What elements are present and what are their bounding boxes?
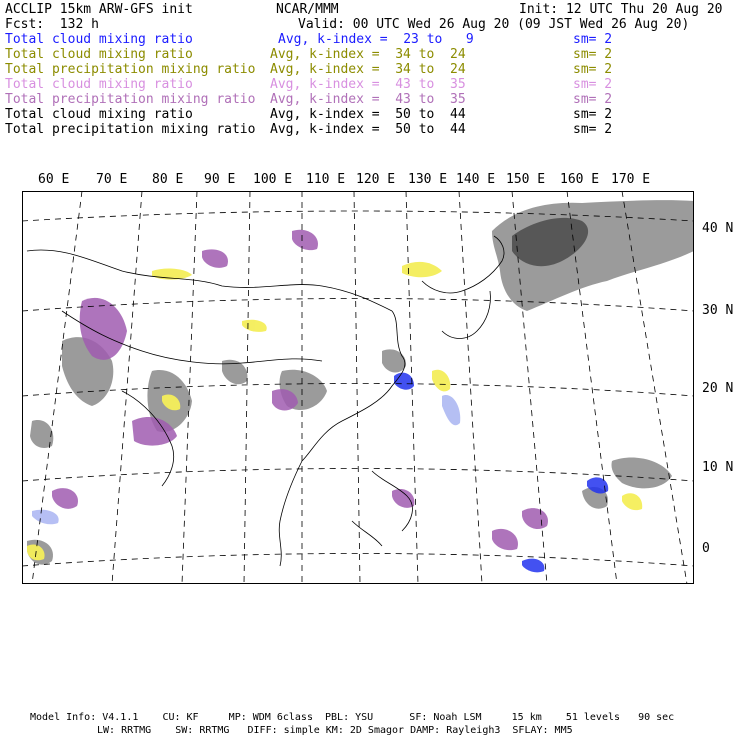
latitude-label: 20 N — [702, 381, 734, 396]
latitude-label: 40 N — [702, 221, 734, 236]
forecast-hour: Fcst: 132 h — [5, 17, 99, 32]
longitude-label: 110 E — [306, 172, 346, 187]
field-avg: Avg, k-index = 34 to 24 — [270, 62, 466, 77]
longitude-label: 90 E — [204, 172, 236, 187]
longitude-label: 150 E — [506, 172, 546, 187]
init-time: Init: 12 UTC Thu 20 Aug 20 — [519, 2, 723, 17]
latitude-label: 10 N — [702, 460, 734, 475]
field-avg: Avg, k-index = 50 to 44 — [270, 122, 466, 137]
field-smoothing: sm= 2 — [573, 107, 613, 122]
longitude-label: 120 E — [356, 172, 396, 187]
longitude-label: 100 E — [253, 172, 293, 187]
field-smoothing: sm= 2 — [573, 47, 613, 62]
field-avg: Avg, k-index = 43 to 35 — [270, 92, 466, 107]
longitude-label: 80 E — [152, 172, 184, 187]
field-name: Total cloud mixing ratio — [5, 107, 193, 122]
longitude-label: 140 E — [456, 172, 496, 187]
longitude-label: 70 E — [96, 172, 128, 187]
valid-time: Valid: 00 UTC Wed 26 Aug 20 (09 JST Wed 26 Aug 20) — [298, 17, 690, 32]
field-name: Total cloud mixing ratio — [5, 47, 193, 62]
forecast-map — [22, 191, 694, 584]
field-avg: Avg, k-index = 23 to 9 — [278, 32, 474, 47]
latitude-label: 30 N — [702, 303, 734, 318]
field-smoothing: sm= 2 — [573, 77, 613, 92]
model-info-line2: LW: RRTMG SW: RRTMG DIFF: simple KM: 2D Smagor DAMP: Rayleigh3 SFLAY: MM5 — [97, 725, 573, 736]
field-name: Total precipitation mixing ratio — [5, 92, 256, 107]
field-name: Total precipitation mixing ratio — [5, 122, 256, 137]
field-name: Total precipitation mixing ratio — [5, 62, 256, 77]
field-smoothing: sm= 2 — [573, 122, 613, 137]
field-avg: Avg, k-index = 43 to 35 — [270, 77, 466, 92]
longitude-label: 170 E — [611, 172, 651, 187]
model-info-line1: Model Info: V4.1.1 CU: KF MP: WDM 6class PBL: YSU SF: Noah LSM 15 km 51 levels 90 sec — [30, 712, 675, 723]
longitude-label: 160 E — [560, 172, 600, 187]
field-avg: Avg, k-index = 34 to 24 — [270, 47, 466, 62]
field-name: Total cloud mixing ratio — [5, 32, 193, 47]
field-smoothing: sm= 2 — [573, 32, 613, 47]
longitude-label: 60 E — [38, 172, 70, 187]
model-title: ACCLIP 15km ARW-GFS init — [5, 2, 193, 17]
latitude-label: 0 — [702, 541, 710, 556]
field-name: Total cloud mixing ratio — [5, 77, 193, 92]
field-smoothing: sm= 2 — [573, 92, 613, 107]
center-name: NCAR/MMM — [276, 2, 339, 17]
field-smoothing: sm= 2 — [573, 62, 613, 77]
field-avg: Avg, k-index = 50 to 44 — [270, 107, 466, 122]
longitude-label: 130 E — [408, 172, 448, 187]
